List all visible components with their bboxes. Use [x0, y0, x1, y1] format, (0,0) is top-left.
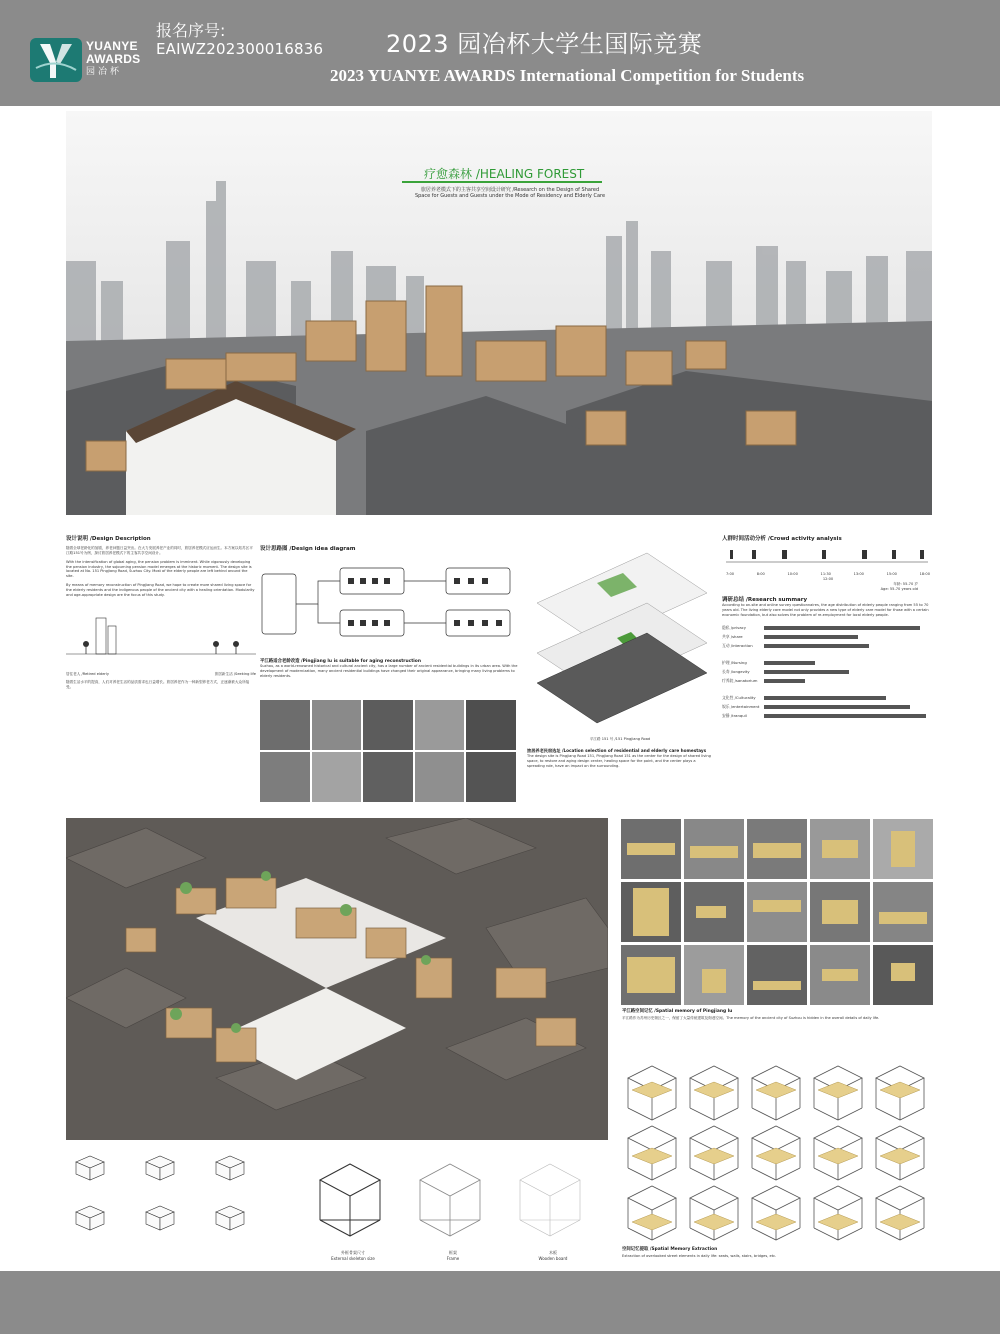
board-label: 木板 Wooden board: [538, 1250, 568, 1261]
design-description-heading: 设计说明 /Design Description: [66, 536, 151, 542]
survey-bar-label: 文化性 /Culturality: [722, 695, 756, 701]
timber-panel: [694, 1214, 734, 1230]
survey-bar-label: 互动 /interaction: [722, 643, 753, 649]
survey-bar-label: 隐私 /privacy: [722, 625, 747, 631]
axonometric-render: [66, 818, 608, 1140]
timber-panel: [880, 1148, 920, 1164]
site-layered-map: [527, 543, 713, 733]
module-cube: [690, 1066, 738, 1120]
site-photo: [260, 700, 310, 750]
suitable-text: Suzhou, as a world-renowned historical and cultural ancient city, has a large number of ancient residential buildings in its urban area. With the development of modernization, many ancient residential buildings have changed their original appearance, bringing many living problems to elderly residents.: [260, 664, 518, 678]
module-variation-grid: [622, 1062, 932, 1242]
module-cube: [876, 1126, 924, 1180]
timber-panel: [632, 1082, 672, 1098]
timber-panel: [880, 1082, 920, 1098]
survey-bar-row: [722, 659, 934, 668]
registration-number: 报名序号: EAIWZ202300016836: [156, 21, 324, 58]
extraction-heading: 空间记忆提取 /Spatial Memory Extraction: [622, 1247, 718, 1252]
site-photo: [466, 700, 516, 750]
memory-photo: [873, 945, 933, 1005]
memory-photo: [621, 882, 681, 942]
timber-panel: [756, 1148, 796, 1164]
survey-bar: [764, 696, 886, 700]
survey-bar-row: [722, 642, 934, 651]
site-photo: [312, 752, 362, 802]
activity-analysis-column: [722, 534, 934, 721]
activity-heading: 人群时间活动分析 /Crowd activity analysis: [722, 536, 842, 542]
module-cube: [814, 1066, 862, 1120]
memory-photo: [747, 945, 807, 1005]
timber-panel: [632, 1214, 672, 1230]
memory-photo: [873, 882, 933, 942]
memory-photo: [684, 819, 744, 879]
frame-label: 框架 Frame: [446, 1250, 460, 1261]
site-photo: [312, 700, 362, 750]
description-paragraph-focus: By means of memory reconstruction of Pingjiang Road, we hope to create more shared living space for the elderly residents and the indigenous people of the ancient city with a healing orientation. Modularity and age-appropriate design are the focus of this study.: [66, 583, 255, 597]
module-cube: [876, 1066, 924, 1120]
site-map-label: 平江路 151 号 /151 Pingjiang Road: [589, 737, 651, 741]
site-selection-heading: 旅居养老民宿选址 /Location selection of residential and elderly care homestays: [527, 747, 707, 753]
site-photo-grid: [260, 700, 516, 802]
survey-bar-row: [722, 694, 934, 703]
survey-bar: [764, 661, 815, 665]
survey-bar-label: 护理 /Nursing: [722, 660, 747, 666]
activity-timeline: [722, 546, 934, 568]
design-idea-heading: 设计思路图 /Design idea diagram: [260, 546, 356, 552]
module-cube: [752, 1186, 800, 1240]
survey-bar: [764, 705, 910, 709]
header-bar: [0, 0, 1000, 106]
project-title: 疗愈森林 /HEALING FOREST: [424, 167, 585, 181]
module-stack-diagrams: [66, 1150, 311, 1260]
label-retired-elderly: 居住老人 /Retired elderly: [66, 671, 110, 676]
module-cube: [814, 1186, 862, 1240]
site-photo: [415, 752, 465, 802]
project-subtitle: 旅居养老模式下的主客共享空间设计研究 /Research on the Design of Shared Space for Guests and Guests under the Mode of Residency and Elderly Care: [414, 187, 606, 200]
module-cube: [628, 1126, 676, 1180]
module-cube: [628, 1066, 676, 1120]
label-seeking-life: 旅居新生活 /Seeking life: [214, 671, 256, 676]
site-photo: [363, 700, 413, 750]
module-cube: [876, 1186, 924, 1240]
memory-photo-grid: [621, 819, 933, 1005]
site-photo: [415, 700, 465, 750]
timber-panel: [694, 1082, 734, 1098]
survey-bar: [764, 679, 805, 683]
timeline-labels: 7:00 8:00 10:00 11:30 13:00 15:00 18:00: [726, 572, 930, 576]
design-description-column: [66, 534, 256, 690]
survey-bar: [764, 670, 849, 674]
memory-photo: [873, 819, 933, 879]
description-paragraph-cn: 随着全球老龄化的加剧，养老问题日益突出。在大力发展养老产业的同时，旅居养老模式应运而生。本方案以姑苏区平江路151号为例，探讨旅居养老模式下的主客共享空间设计。: [66, 546, 253, 555]
survey-bar-row: [722, 712, 934, 721]
survey-bar-label: 长寿 /longevity: [722, 669, 750, 675]
memory-photo: [810, 945, 870, 1005]
footer-bar: [0, 1271, 1000, 1334]
logo-wordmark: YUANYE AWARDS 园冶杯: [86, 39, 141, 77]
yuanye-logo: [30, 38, 82, 82]
skeleton-frame-board: [310, 1150, 600, 1260]
memory-photo: [621, 945, 681, 1005]
site-photo: [363, 752, 413, 802]
survey-bar: [764, 626, 920, 630]
survey-bar-chart: [722, 624, 934, 721]
description-paragraph-extra: 随着生活水平的提高，人们对养老生活的品质需求也日益增长。旅居养老作为一种新型养老方式，正逐渐被大众所接受。: [66, 680, 250, 690]
survey-bar-row: [722, 677, 934, 686]
description-paragraph-en: With the intensification of global aging, the pension problem is imminent. While vigorously developing the pension industry, the sojourning pension model emerges at the historic moment. The design site is located at No. 151 Pingjiang Road, Suzhou City. Most of the elderly people are left behind around the site.: [66, 559, 252, 579]
survey-bar: [764, 714, 926, 718]
design-idea-column: [260, 544, 518, 679]
memory-text: 平江路作为苏州历史街区之一，保留了大量传统建筑及街巷空间。The memory of the ancient city of Suzhou is hidden in the overall details of daily life.: [622, 1016, 880, 1020]
survey-bar-row: [722, 633, 934, 642]
memory-photo: [684, 882, 744, 942]
module-cube: [752, 1066, 800, 1120]
survey-bar-label: 娱乐 /entertainment: [722, 704, 760, 710]
suitable-heading: 平江路适合老龄改造 /Pingjiang lu is suitable for aging reconstruction: [260, 659, 421, 664]
timber-panel: [756, 1082, 796, 1098]
site-map-column: [527, 543, 713, 768]
competition-title-cn: 2023 园冶杯大学生国际竞赛: [386, 30, 703, 58]
memory-photo: [747, 819, 807, 879]
title-underline: [402, 181, 602, 183]
timber-panel: [632, 1148, 672, 1164]
memory-heading: 平江路空间记忆 /Spatial memory of Pingjiang lu: [622, 1009, 733, 1014]
idea-flow-diagram: [260, 558, 518, 648]
module-cube: [690, 1186, 738, 1240]
extraction-text: Extraction of overlooked street elements in daily life: seats, walls, stairs, bridges, etc.: [622, 1254, 777, 1258]
survey-bar-label: 疗养院 /sanatorium: [722, 678, 758, 684]
site-selection-text: The design site is Pingjiang Road 151, Pingjiang Road 151 as the center for the design of shared living space, to restore and aging design center, healing space for the point, and the center plays a spreading role, have an impact on the surrounding.: [527, 753, 711, 768]
timber-panel: [818, 1148, 858, 1164]
module-cube: [752, 1126, 800, 1180]
timber-panel: [880, 1214, 920, 1230]
timber-panel: [818, 1214, 858, 1230]
research-summary-heading: 调研总结 /Research summary: [722, 597, 808, 604]
module-cube: [628, 1186, 676, 1240]
timber-panel: [818, 1082, 858, 1098]
research-summary-text: According to on-site and online survey questionnaires, the age distribution of elderly people ranging from 55 to 70 years old. The living elderly care model not only provides a new type of elderly care model for those with a certain economic foundation, but also solves the problem of re-employment for local elderly people.: [722, 603, 929, 618]
survey-bar-label: 安静 /tranquil: [722, 713, 747, 719]
memory-photo: [621, 819, 681, 879]
timeline-noon: 12:00: [822, 576, 834, 581]
memory-photo: [684, 945, 744, 1005]
timber-panel: [694, 1148, 734, 1164]
memory-photo: [747, 882, 807, 942]
age-note: 年龄: 55-70 岁 Age: 55-70 years old: [880, 581, 918, 591]
competition-title-en: 2023 YUANYE AWARDS International Competition for Students: [330, 66, 805, 85]
survey-bar-label: 共享 /share: [722, 634, 743, 640]
site-photo: [260, 752, 310, 802]
memory-photo: [810, 882, 870, 942]
survey-bar-row: [722, 668, 934, 677]
timber-panel: [756, 1214, 796, 1230]
survey-bar-row: [722, 703, 934, 712]
survey-bar: [764, 644, 869, 648]
module-cube: [690, 1126, 738, 1180]
module-cube: [814, 1126, 862, 1180]
site-photo: [466, 752, 516, 802]
elderly-sketch: [66, 604, 256, 664]
survey-bar-row: [722, 624, 934, 633]
skeleton-size-label: 外框骨架尺寸 External skeleton size: [331, 1250, 375, 1261]
memory-photo: [810, 819, 870, 879]
survey-bar: [764, 635, 858, 639]
